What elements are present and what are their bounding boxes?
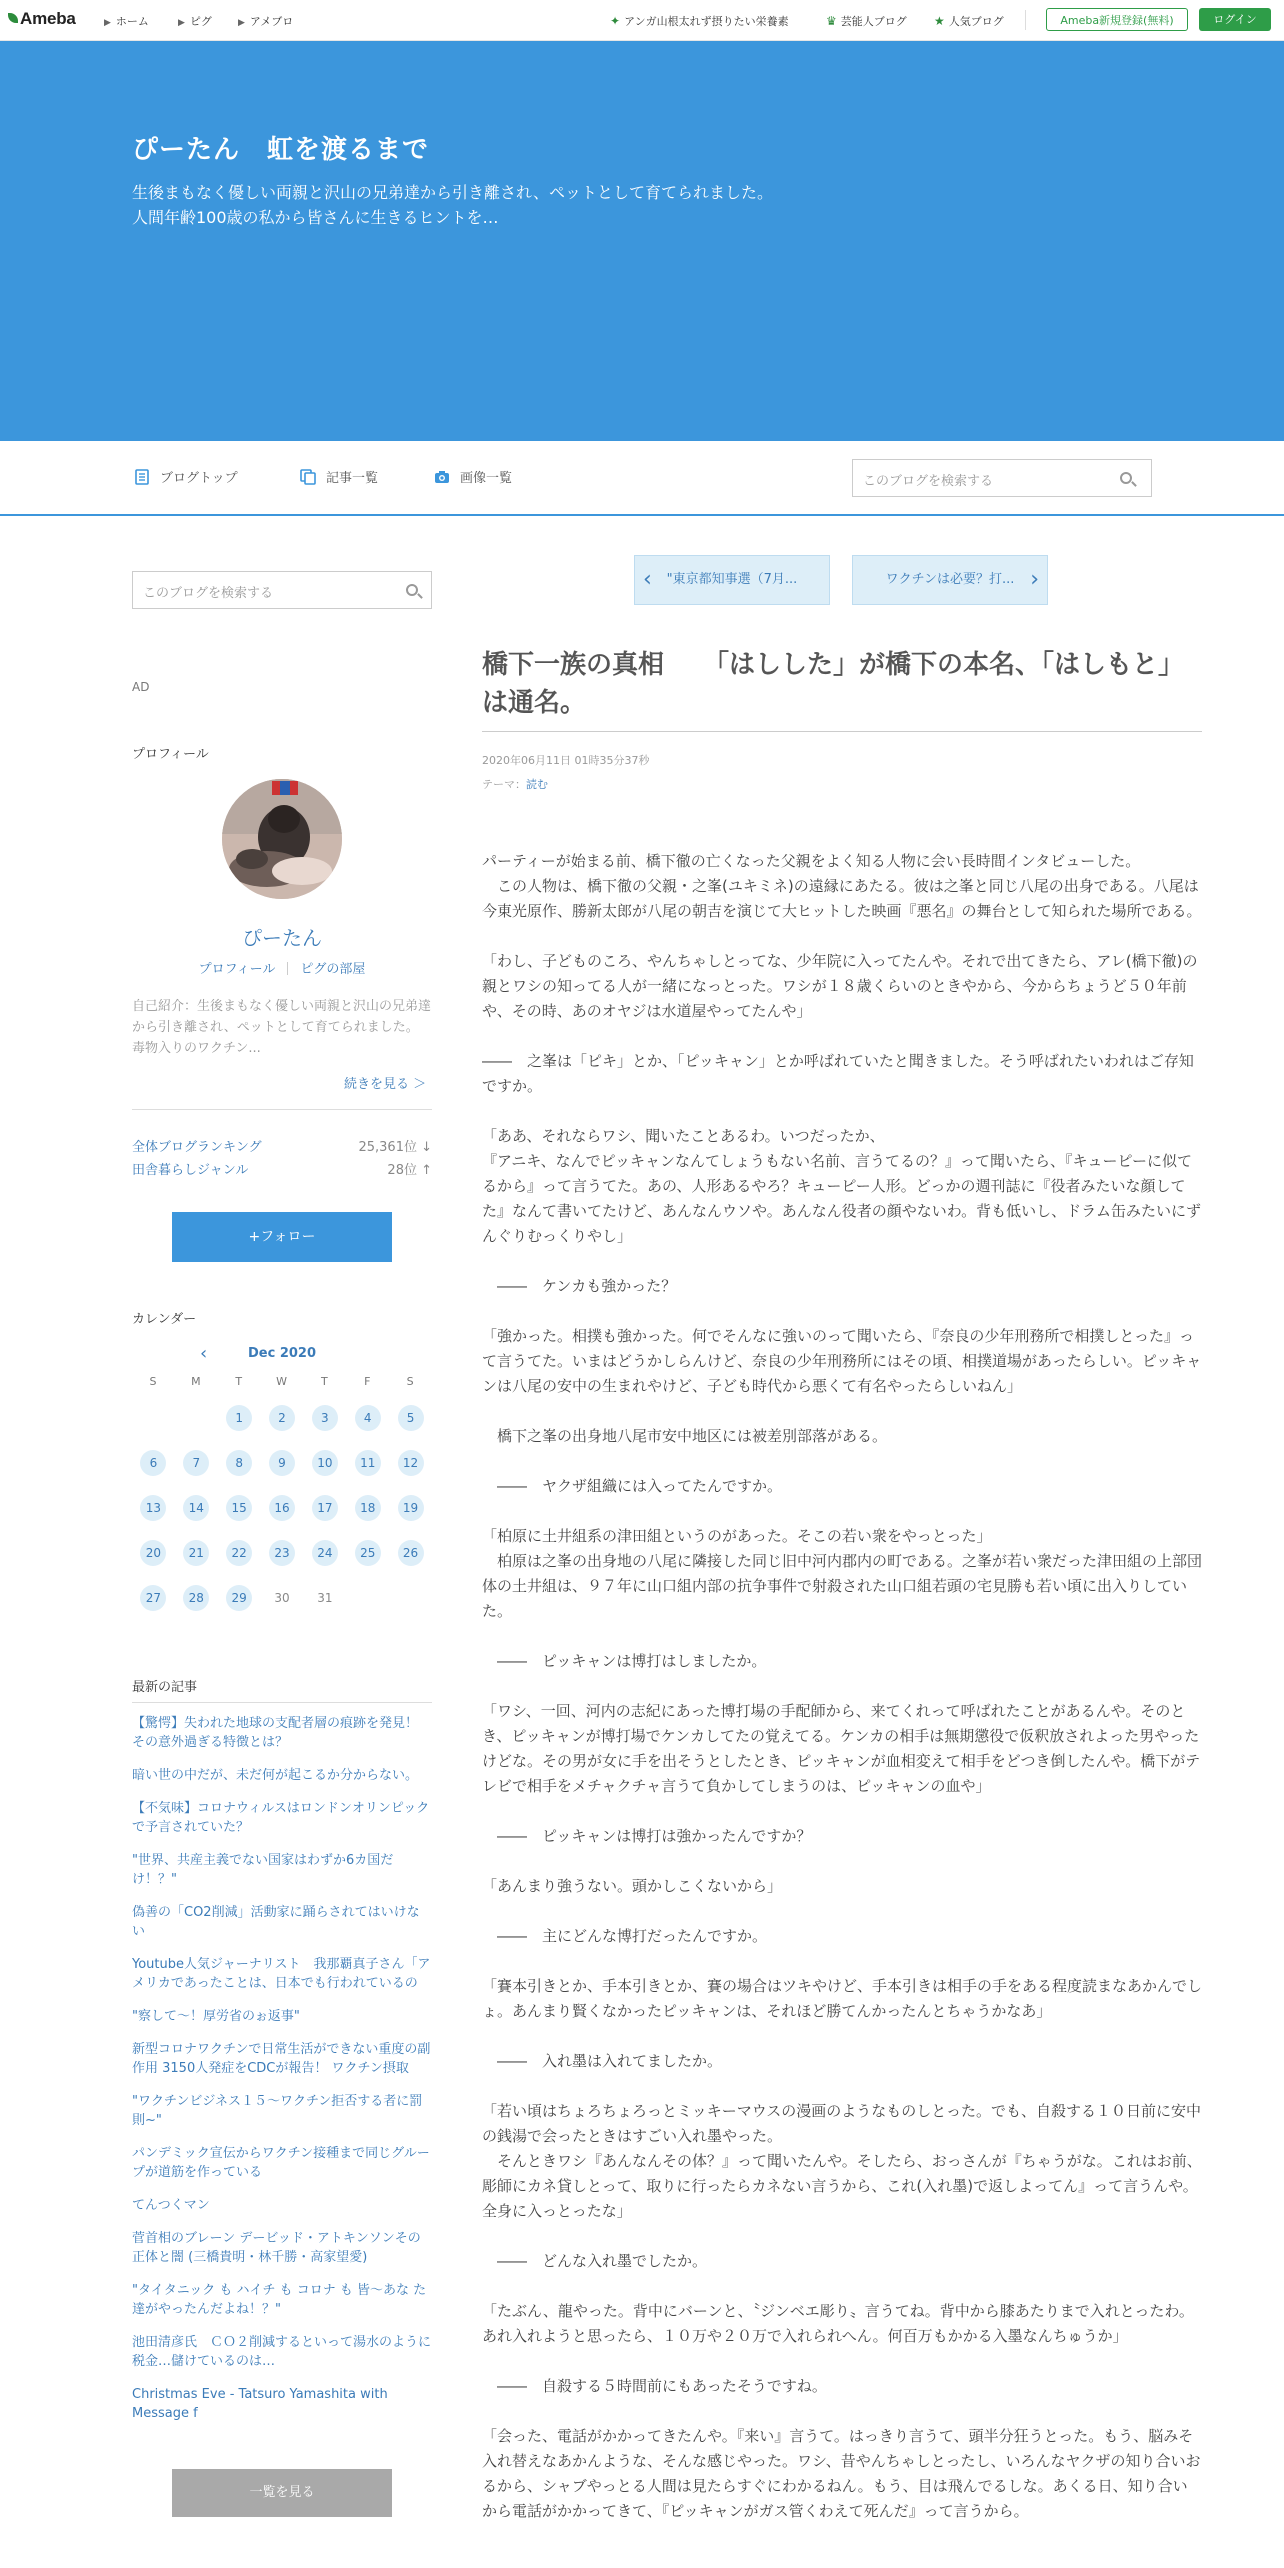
calendar-day[interactable]: 2 (269, 1405, 295, 1431)
entry-paragraph: 「わし、子どものころ、やんちゃしとってな、少年院に入ってたんや。それで出てきたら、アレ(橋下徹)の親とワシの知ってる人が一緒になっとった。ワシが１８歳くらいのときやから、今からちょうど５０年前や、その時、あのオヤジは水道屋やってたんや」 (482, 952, 1198, 1020)
ranking-value: 28位 ↑ (387, 1163, 432, 1178)
recent-entry-link[interactable]: 菅首相のブレーン デービッド・アトキンソンその正体と闇 (三橋貴明・林千勝・高家望愛) (132, 2231, 421, 2265)
recent-entry-link[interactable]: 新型コロナワクチンで日常生活ができない重度の副作用 3150人発症をCDCが報告！ ワクチン摂取 (132, 2042, 431, 2076)
blog-header (0, 41, 1284, 441)
calendar-day[interactable]: 24 (312, 1540, 338, 1566)
ranking-genre[interactable] (132, 1159, 432, 1178)
entry-paragraph: 「ワシ、一回、河内の志紀にあった博打場の手配師から、来てくれって呼ばれたことがあるんや。そのとき、ピッキャンが博打場でケンカしてたの覚えてる。ケンカの相手は無期懲役で仮釈放されよった男やったけどな。その男が女に手を出そうとしたとき、ピッキャンが血相変えて相手をどつき倒したんや。橋下がテレビで相手をメチャクチャ言うて負かしてしまうのは、ピッキャンの血や」 (482, 1702, 1201, 1795)
calendar-weekday: T (321, 1375, 328, 1388)
entry-paragraph: 「ああ、それならワシ、聞いたことあるわ。いつだったか、 『アニキ、なんでピッキャンなんてしょうもない名前、言うてるの？』って聞いたら、『キューピーに似てるから』って言うてた。あの、人形あるやろ？キューピー人形。どっかの週刊誌に『役者みたいな顔してた』なんて書いてたけど、あんなんウソや。あんなん役者の顔やないわ。背も低いし、ドラム缶みたいにずんぐりむっくりやし」 (482, 1127, 1201, 1245)
calendar-day[interactable]: 25 (355, 1540, 381, 1566)
profile-links (132, 958, 432, 977)
calendar-day: 30 (274, 1591, 290, 1605)
calendar-day[interactable]: 26 (398, 1540, 424, 1566)
entry-paragraph: 「あんまり強うない。頭かしこくないから」 (482, 1877, 783, 1895)
triangle-right-icon: ▶ (104, 18, 111, 28)
entry-paragraph: ―― ケンカも強かった？ (482, 1277, 677, 1295)
calendar-day[interactable]: 4 (355, 1405, 381, 1431)
divider (482, 731, 1202, 732)
calendar-day[interactable]: 1 (226, 1405, 252, 1431)
calendar-day[interactable]: 28 (183, 1585, 209, 1611)
entry-body (482, 849, 1202, 2549)
calendar-day[interactable]: 16 (269, 1495, 295, 1521)
profile-intro: 自己紹介：生後まもなく優しい両親と沢山の兄弟達から引き離され、ペットとして育てられました。 毒物入りのワクチン... (132, 999, 432, 1056)
crown-icon: ♛ (826, 14, 837, 28)
calendar-day[interactable]: 23 (269, 1540, 295, 1566)
ameba-top-bar (0, 0, 1284, 41)
recent-entry-link[interactable]: "察して～！厚労省のぉ返事" (132, 2009, 300, 2024)
see-all-button[interactable]: 一覧を見る (172, 2469, 392, 2517)
calendar-day[interactable]: 13 (140, 1495, 166, 1521)
calendar-day[interactable]: 27 (140, 1585, 166, 1611)
calendar-day[interactable]: 14 (183, 1495, 209, 1521)
calendar-day[interactable]: 5 (398, 1405, 424, 1431)
calendar-day[interactable]: 19 (398, 1495, 424, 1521)
avatar-image (222, 779, 342, 899)
calendar-day[interactable]: 18 (355, 1495, 381, 1521)
recent-entry-link[interactable]: "タイタニック も ハイチ も コロナ も 皆～あな た達がやったんだよね！？" (132, 2283, 427, 2317)
nav-entry-list[interactable]: 記事一覧 (300, 467, 378, 486)
ranking-label: 全体ブログランキング (132, 1140, 262, 1155)
divider (132, 1702, 432, 1703)
calendar-weekday: S (406, 1375, 414, 1388)
read-more-link[interactable]: 続きを見る ＞ (344, 1077, 427, 1092)
search-icon[interactable] (406, 584, 418, 596)
sidebar-search-input[interactable] (132, 571, 432, 609)
calendar-weekday: F (364, 1375, 371, 1388)
entry-theme: テーマ：読む (482, 778, 548, 791)
recent-entry-link[interactable]: 【不気味】コロナウィルスはロンドンオリンピックで予言されていた？ (132, 1801, 430, 1835)
entry-paragraph: ―― ヤクザ組織には入ってたんですか。 (482, 1477, 783, 1495)
entry-paragraph: 「たぶん、龍やった。背中にバーンと、〝ジンベエ彫り〟言うてね。背中から膝あたりまで入れとったわ。あれ入れようと思ったら、１０万や２０万で入れられへん。何百万もかかる入墨なんちゅうか」 (482, 2302, 1194, 2345)
topnav-ameblo[interactable]: ▶ アメブロ (238, 15, 294, 28)
entry-paragraph: ―― 入れ墨は入れてましたか。 (482, 2052, 723, 2070)
recent-entries-list (132, 1714, 432, 2437)
calendar-day[interactable]: 7 (183, 1450, 209, 1476)
entry-paragraph: 「会った、電話がかかってきたんや。『来い』言うて。はっきり言うて、頭半分狂うとった。もう、脳みそ入れ替えなあかんような、そんな感じやった。ワシ、昔やんちゃしとったし、いろんなヤクザの知り合いおるから、シャブやっとる人間は見たらすぐにわかるねん。もう、目は飛んでるしな。あくる日、知り合いから電話がかかってきて、『ピッキャンがガス管くわえて死んだ』って言うから。 (482, 2427, 1201, 2520)
theme-link[interactable]: 読む (526, 778, 548, 791)
calendar-heading: カレンダー (132, 1312, 197, 1327)
topnav-celebrity-blog[interactable]: ♛ 芸能人ブログ (826, 14, 907, 28)
blog-title[interactable]: ぴーたん 虹を渡るまで (132, 135, 430, 165)
divider (1025, 10, 1026, 30)
search-icon[interactable] (1120, 472, 1132, 484)
calendar-day[interactable]: 12 (398, 1450, 424, 1476)
recent-entry-link[interactable]: 偽善の「CO2削減」活動家に踊らされてはいけない (132, 1905, 420, 1939)
search-placeholder: このブログを検索する (143, 586, 274, 601)
next-entry-button[interactable]: ワクチンは必要？打... › (852, 555, 1048, 605)
entry-paragraph: ―― 之峯は「ピキ」とか、「ピッキャン」とか呼ばれていたと聞きました。そう呼ばれたいわれはご存知ですか。 (482, 1052, 1194, 1095)
blog-description-line2: 人間年齢100歳の私から皆さんに生きるヒントを… (132, 208, 499, 227)
ameba-logo[interactable]: Ameba (8, 9, 76, 29)
calendar-day[interactable]: 21 (183, 1540, 209, 1566)
recent-heading: 最新の記事 (132, 1680, 198, 1695)
recent-entry-link[interactable]: Christmas Eve - Tatsuro Yamashita with Message f (132, 2387, 388, 2421)
calendar-weekday: T (235, 1375, 243, 1388)
topnav-home[interactable]: ▶ ホーム (104, 15, 149, 28)
nav-image-list[interactable]: 画像一覧 (434, 467, 512, 486)
entry-paragraph: ―― ピッキャンは博打はしましたか。 (482, 1652, 767, 1670)
follow-button[interactable]: +フォロー (172, 1212, 392, 1262)
ad-label: AD (132, 680, 150, 694)
ameba-leaf-icon (8, 13, 18, 23)
ranking-overall[interactable] (132, 1136, 432, 1155)
blog-description-line1: 生後まもなく優しい両親と沢山の兄弟達から引き離され、ペットとして育てられました。 (132, 183, 773, 202)
entry-paragraph: ―― どんな入れ墨でしたか。 (482, 2252, 708, 2270)
recent-entry-link[interactable]: Youtube人気ジャーナリスト 我那覇真子さん「アメリカであったことは、日本でも行われているの (132, 1957, 431, 1991)
entry-paragraph: 「賽本引きとか、手本引きとか、賽の場合はツキやけど、手本引きは相手の手をある程度読まなあかんでしょ。あんまり賢くなかったピッキャンは、それほど勝てんかったんとちゃうかなあ」 (482, 1977, 1203, 2020)
register-button[interactable]: Ameba新規登録(無料) (1046, 8, 1188, 31)
nav-blog-top[interactable]: ブログトップ (134, 467, 238, 486)
profile-avatar[interactable] (222, 779, 342, 899)
recent-entry-link[interactable]: "世界、共産主義でない国家はわずか6カ国だけ！？" (132, 1853, 394, 1887)
calendar-day[interactable]: 8 (226, 1450, 252, 1476)
calendar-day[interactable]: 9 (269, 1450, 295, 1476)
triangle-right-icon: ▶ (238, 18, 245, 28)
divider (287, 962, 288, 975)
calendar-day[interactable]: 20 (140, 1540, 166, 1566)
entry-paragraph: 橋下之峯の出身地八尾市安中地区には被差別部落がある。 (482, 1427, 888, 1445)
camera-icon (434, 469, 450, 485)
ranking-value: 25,361位 ↓ (358, 1140, 432, 1155)
blog-global-nav (0, 442, 1284, 516)
search-placeholder: このブログを検索する (863, 474, 994, 489)
entry-paragraph: 「柏原に土井組系の津田組というのがあった。そこの若い衆をやっとった」 柏原は之峯の出身地の八尾に隣接した同じ旧中河内郡内の町である。之峯が若い衆だった津田組の上部団体の土井組は、９７年に山口組内部の抗争事件で射殺された山口組若頭の宅見勝も若い頃に出入りしていた。 (482, 1527, 1203, 1620)
entry-paragraph: パーティーが始まる前、橋下徹の亡くなった父親をよく知る人物に会い長時間インタビューした。 この人物は、橋下徹の父親・之峯(ユキミネ)の遠縁にあたる。彼は之峯と同じ八尾の出身である。八尾は今東光原作、勝新太郎が八尾の朝吉を演じて大ヒットした映画『悪名』の舞台として知られた場所である。 (482, 852, 1202, 920)
recent-entry-link[interactable]: "ワクチンビジネス１５～ワクチン拒否する者に罰則~" (132, 2094, 423, 2128)
profile-name[interactable]: ぴーたん (242, 926, 322, 950)
entry-date: 2020年06月11日 01時35分37秒 (482, 754, 650, 767)
calendar-day[interactable]: 11 (355, 1450, 381, 1476)
topnav-pigg[interactable]: ▶ ピグ (178, 15, 212, 28)
calendar-day[interactable]: 6 (140, 1450, 166, 1476)
calendar-day[interactable]: 29 (226, 1585, 252, 1611)
calendar-weekday: M (191, 1375, 201, 1388)
entry-paragraph: 「強かった。相撲も強かった。何でそんなに強いのって聞いたら、『奈良の少年刑務所で相撲しとった』って言うてた。いまはどうかしらんけど、奈良の少年刑務所にはその頃、相撲道場があったらしい。ピッキャンは八尾の安中の生まれやけど、子ども時代から悪くて有名やったらしいねん」 (482, 1327, 1202, 1395)
recent-entry-link[interactable]: パンデミック宣伝からワクチン接種まで同じグループが道筋を作っている (132, 2146, 430, 2180)
calendar-day[interactable]: 10 (312, 1450, 338, 1476)
prev-entry-button[interactable]: ‹ "東京都知事選（7月... (634, 555, 830, 605)
entry-paragraph: ―― 主にどんな博打だったんですか。 (482, 1927, 768, 1945)
ranking-label: 田舎暮らしジャンル (132, 1163, 249, 1178)
star-icon: ★ (934, 14, 945, 28)
recent-entry-link[interactable]: てんつくマン (132, 2198, 210, 2213)
calendar-day[interactable]: 17 (312, 1495, 338, 1521)
login-button[interactable]: ログイン (1199, 8, 1271, 31)
calendar-day[interactable]: 22 (226, 1540, 252, 1566)
calendar-weekday: W (276, 1375, 287, 1388)
profile-heading: プロフィール (132, 747, 209, 762)
calendar-day: 31 (317, 1591, 333, 1605)
profile-link[interactable]: プロフィール (198, 962, 276, 977)
calendar-weekday: S (149, 1375, 157, 1388)
entry-paragraph: 「若い頃はちょろちょろっとミッキーマウスの漫画のようなものしとった。でも、自殺する１０日前に安中の銭湯で会ったときはすごい入れ墨やった。 そんときワシ『あんなんその体？』って聞いたんや。そしたら、おっさんが『ちゃうがな。これはお前、彫師にカネ貸しとって、取りに行ったらカネない言うから、これ(入れ墨)で返しよってん』って言うんや。全身に入っとったな」 (482, 2102, 1202, 2220)
entry-paragraph: ―― ピッキャンは博打は強かったんですか？ (482, 1827, 812, 1845)
pigg-room-link[interactable]: ピグの部屋 (300, 962, 366, 977)
header-search-input[interactable] (852, 459, 1152, 497)
recent-entry-link[interactable]: 池田清彦氏 ＣＯ２削減するといって湯水のように税金…儲けているのは… (132, 2335, 432, 2369)
calendar-month: Dec 2020 (247, 1346, 317, 1361)
chevron-right-icon: › (1030, 567, 1039, 592)
triangle-right-icon: ▶ (178, 18, 185, 28)
topnav-popular-blog[interactable]: ★ 人気ブログ (934, 14, 1004, 28)
topnav-trending-link[interactable]: ✦ アンガ山根太れず摂りたい栄養素 (610, 14, 789, 28)
recent-entry-link[interactable]: 暗い世の中だが、未だ何が起こるか分からない。 (132, 1768, 419, 1783)
document-icon (134, 469, 150, 485)
divider (132, 1109, 432, 1110)
chevron-left-icon: ‹ (643, 567, 652, 592)
sparkle-icon: ✦ (610, 14, 621, 28)
entry-title[interactable]: 橋下一族の真相 「はしした」が橋下の本名、「はしもと」は通名。 (482, 650, 1185, 718)
calendar-day[interactable]: 15 (226, 1495, 252, 1521)
entry-paragraph: ―― 自殺する５時間前にもあったそうですね。 (482, 2377, 827, 2395)
calendar-day[interactable]: 3 (312, 1405, 338, 1431)
calendar-prev-icon[interactable]: ‹ (200, 1343, 208, 1364)
copy-icon (300, 469, 316, 485)
recent-entry-link[interactable]: 【驚愕】失われた地球の支配者層の痕跡を発見！ その意外過ぎる特徴とは？ (132, 1716, 432, 1750)
